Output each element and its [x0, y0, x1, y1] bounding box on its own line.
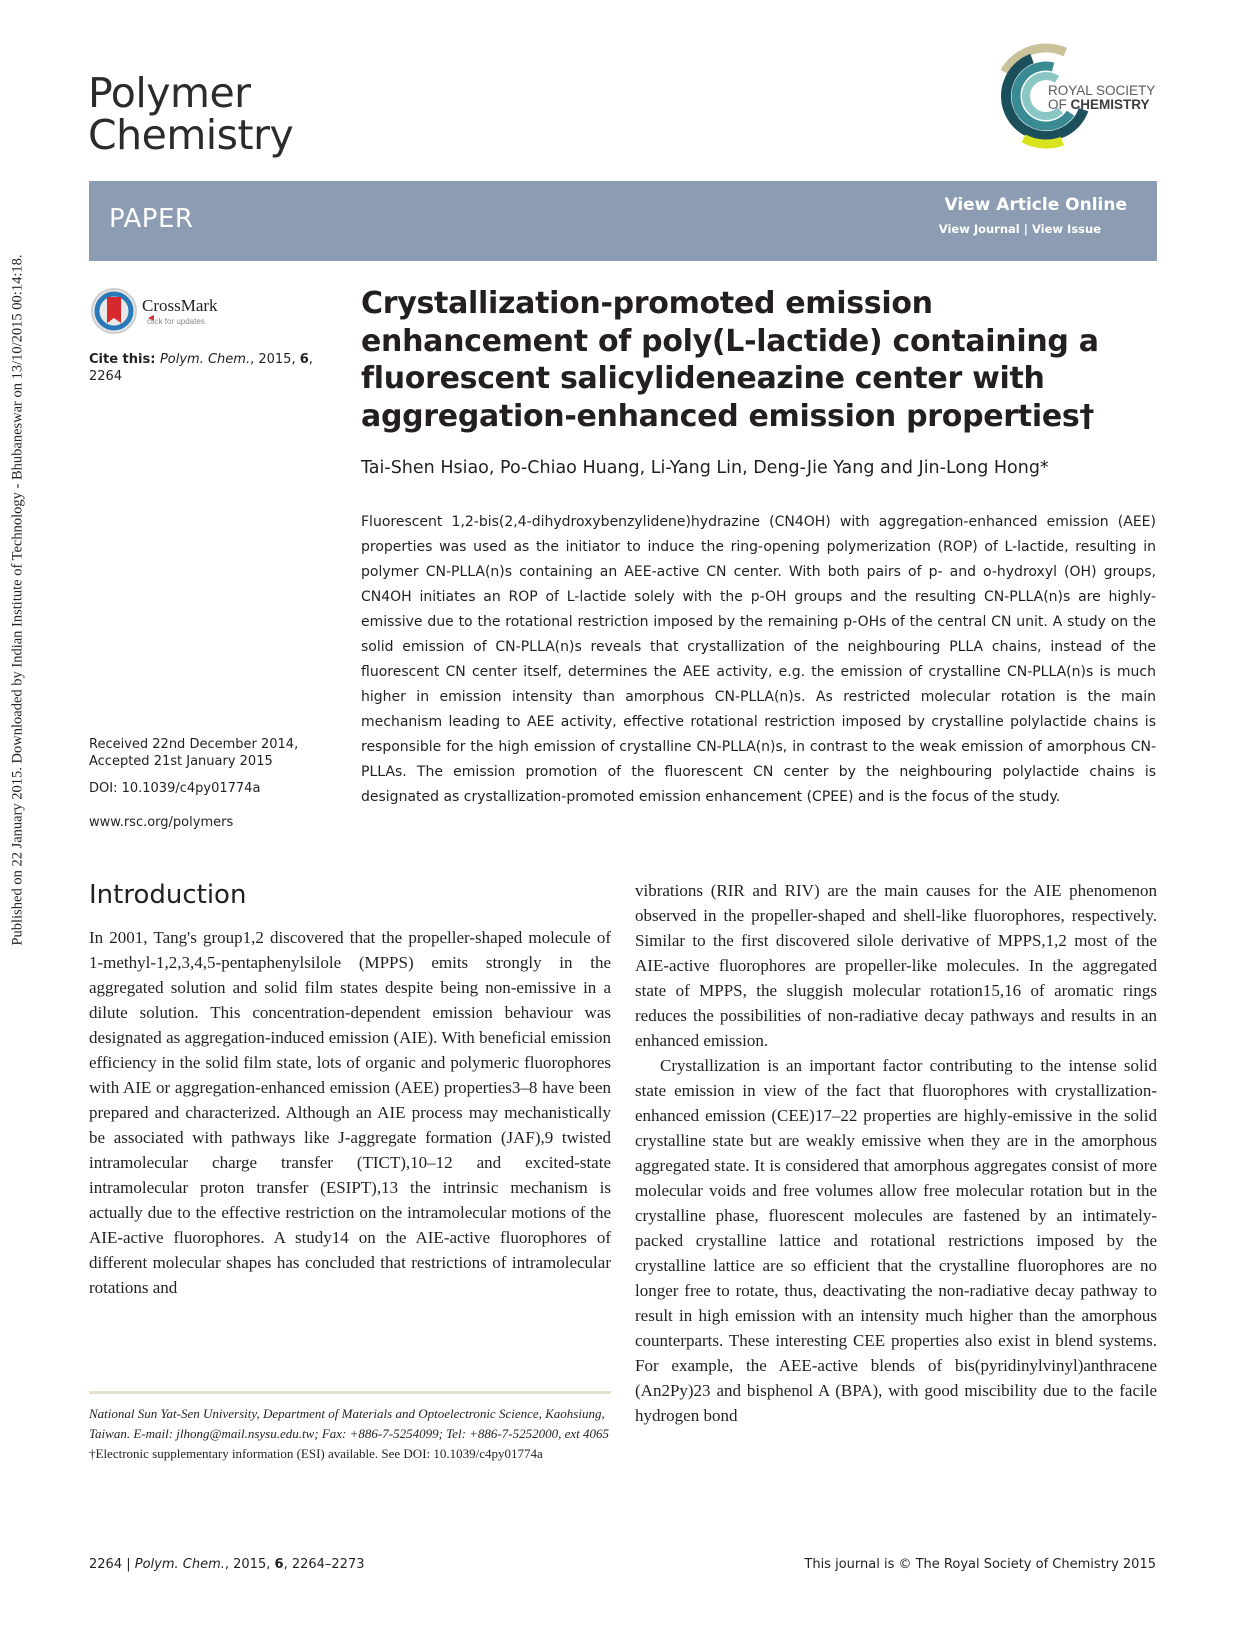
view-links	[939, 222, 1101, 236]
footnotes	[89, 1404, 611, 1464]
rsc-logo-wordmark	[1048, 84, 1155, 112]
rsc-logo-line1: ROYAL SOCIETY	[1048, 83, 1156, 98]
view-issue-link[interactable]: View Issue	[1031, 222, 1101, 236]
footnote-divider	[89, 1391, 611, 1394]
intro-paragraph-2: vibrations (RIR and RIV) are the main causes for the AIE phenomenon observed in the propeller-shaped and shell-like fluorophores, respectively. Similar to the first discovered silole derivative of MPPS,1,2 most of the AIE-active fluorophores are propeller-like molecules. In the aggregated state of MPPS, the sluggish molecular rotation15,16 of aromatic rings reduces the possibilities of non-radiative decay pathways and results in an enhanced emission.	[635, 881, 1157, 1050]
intro-paragraph-3: Crystallization is an important factor contributing to the intense solid state emission in view of the fact that fluorophores with crystallization-enhanced emission (CEE)17–22 properties are highly-emissive in the solid crystalline state but are weakly emissive when they are in the amorphous aggregated state. It is considered that amorphous aggregates consist of more molecular voids and free volumes allow free molecular rotation but in the crystalline phase, fluorescent molecules are fastened by an intimately-packed crystalline lattice and rotational restrictions imposed by the crystalline lattice are so efficient that the crystalline fluorophores are no longer free to rotate, thus, deactivating the non-radiative decay pathway to result in high emission with an intensity much higher than the amorphous counterparts. These interesting CEE properties also exist in blend systems. For example, the AEE-active blends of bis(pyridinylvinyl)anthracene (An2Py)23 and bisphenol A (BPA), with good miscibility due to the facile hydrogen bond	[635, 1056, 1157, 1425]
intro-paragraph-1: In 2001, Tang's group1,2 discovered that the propeller-shaped molecule of 1-methyl-1,2,3,4,5-pentaphenylsilole (MPPS) emits strongly in the aggregated solution and solid film states despite being non-emissive in a dilute solution. This concentration-dependent emission behaviour was designated as aggregation-induced emission (AIE). With beneficial emission efficiency in the solid film state, lots of organic and polymeric fluorophores with AIE or aggregation-enhanced emission (AEE) properties3–8 have been prepared and characterized. Although an AIE process may mechanistically be associated with pathways like J-aggregate formation (JAF),9 twisted intramolecular charge transfer (TICT),10–12 and excited-state intramolecular proton transfer (ESIPT),13 the intrinsic mechanism is actually due to the effective restriction on the intramolecular motions of the AIE-active fluorophores. A study14 on the AIE-active fluorophores of different molecular shapes has concluded that restrictions of intramolecular rotations and	[89, 928, 611, 1297]
page-number: 2264	[89, 1557, 123, 1572]
journal-website-link[interactable]: www.rsc.org/polymers	[89, 815, 234, 830]
article-title: Crystallization-promoted emission enhancement of poly(L-lactide) containing a fluorescent salicylideneazine center with aggregation-enhanced emission properties†	[361, 286, 1099, 434]
section-heading: Introduction	[89, 880, 247, 910]
view-article-online-link[interactable]: View Article Online	[944, 195, 1127, 215]
rsc-logo-line2: OF CHEMISTRY	[1048, 97, 1150, 112]
journal-name-line2: Chemistry	[88, 111, 294, 159]
page-footer-citation: 2264 | Polym. Chem., 2015, 6, 2264–2273	[89, 1557, 365, 1572]
citation: Cite this: Polym. Chem., 2015, 6, 2264	[89, 352, 313, 384]
crossmark-sublabel: click for updates	[147, 317, 205, 326]
esi-note: †Electronic supplementary information (ESI) available. See DOI: 10.1039/c4py01774a	[89, 1446, 543, 1461]
accepted-date: Accepted 21st January 2015	[89, 754, 273, 769]
intro-right-column	[635, 878, 1157, 1428]
doi[interactable]: DOI: 10.1039/c4py01774a	[89, 781, 261, 796]
publication-stamp	[0, 0, 36, 1625]
journal-name-line1: Polymer	[88, 69, 251, 117]
journal-name	[88, 69, 294, 159]
view-links-separator: |	[1019, 222, 1032, 236]
received-dates	[89, 736, 298, 770]
article-type-label: PAPER	[109, 204, 194, 234]
received-date: Received 22nd December 2014,	[89, 737, 299, 752]
abstract: Fluorescent 1,2-bis(2,4-dihydroxybenzylidene)hydrazine (CN4OH) with aggregation-enhanced emission (AEE) properties was used as the initiator to induce the ring-opening polymerization (ROP) of L-lactide, resulting in polymer CN-PLLA(n)s containing an AEE-active CN center. With both pairs of p- and o-hydroxyl (OH) groups, CN4OH initiates an ROP of L-lactide solely with the p-OH groups and the resulting CN-PLLA(n)s are highly-emissive due to the rotational restriction imposed by the remaining p-OHs of the central CN unit. A study on the solid emission of CN-PLLA(n)s reveals that crystallization of the neighbouring PLLA chains, instead of the fluorescent CN center itself, determines the AEE activity, e.g. the emission of crystalline CN-PLLA(n)s is much higher in emission intensity than amorphous CN-PLLA(n)s. As restricted molecular rotation is the main mechanism leading to AEE activity, effective rotational restriction imposed by crystalline polylactide chains is responsible for the high emission of crystalline CN-PLLA(n)s, in contrast to the weak emission of amorphous CN-PLLAs. The emission promotion of the fluorescent CN center by the neighbouring polylactide chains is designated as crystallization-promoted emission enhancement (CPEE) and is the focus of the study.	[361, 514, 1156, 805]
author-affiliation: National Sun Yat-Sen University, Department of Materials and Optoelectronic Science, Kaohsiung, Taiwan. E-mail: jlhong@mail.nsysu.edu.tw; Fax: +886-7-5254099; Tel: +886-7-5252000, ext 4065	[89, 1406, 609, 1441]
view-journal-link[interactable]: View Journal	[938, 222, 1020, 236]
author-list: Tai-Shen Hsiao, Po-Chiao Huang, Li-Yang Lin, Deng-Jie Yang and Jin-Long Hong*	[361, 458, 1049, 478]
crossmark-label[interactable]: CrossMark	[142, 296, 218, 315]
copyright-notice: This journal is © The Royal Society of Chemistry 2015	[804, 1557, 1156, 1572]
article-type-banner	[89, 181, 1157, 261]
publication-stamp-text: Published on 22 January 2015. Downloaded by Indian Institute of Technology - Bhubaneswar on 13/10/2015 00:14:18.	[9, 254, 26, 946]
intro-left-column	[89, 925, 611, 1300]
